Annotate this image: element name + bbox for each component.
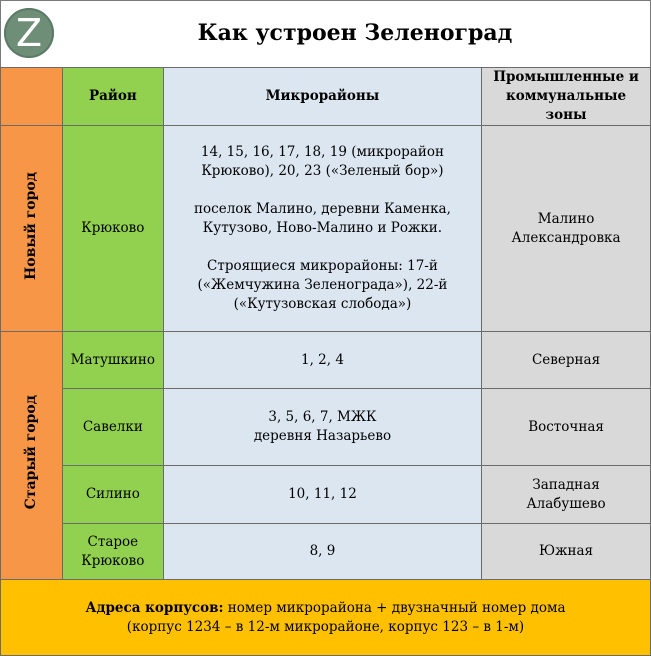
district-cell: Савелки <box>62 389 163 466</box>
table-row <box>1 389 651 466</box>
district-cell: Матушкино <box>62 332 163 389</box>
table-row <box>1 332 651 389</box>
zones-cell: Восточная <box>482 389 651 466</box>
page-title: Как устроен Зеленоград <box>197 20 513 46</box>
zone-line: Западная <box>532 476 600 493</box>
micro-line: деревня Назарьево <box>253 428 392 444</box>
microdistricts-cell <box>163 126 481 332</box>
group-old-city-label: Старый город <box>22 395 39 510</box>
table-row <box>1 466 651 524</box>
district-cell: Крюково <box>62 126 163 332</box>
header-district: Район <box>62 68 163 126</box>
footer-text: номер микрорайона + двузначный номер дома <box>223 599 566 616</box>
zone-line: Алабушево <box>526 495 606 512</box>
logo-letter: Z <box>15 11 43 55</box>
footer-row <box>1 580 651 656</box>
micro-line: 3, 5, 6, 7, МЖК <box>268 409 377 425</box>
districts-table <box>0 67 651 656</box>
microdistricts-cell <box>163 389 481 466</box>
micro-paragraph: Строящиеся микрорайоны: 17-й («Жемчужина Зеленограда»), 22-й («Кутузовская слобода») <box>197 258 448 312</box>
microdistricts-cell: 1, 2, 4 <box>163 332 481 389</box>
header-industrial-zones: Промышленные и коммунальные зоны <box>482 68 651 126</box>
header-corner <box>1 68 63 126</box>
group-new-city <box>1 126 63 332</box>
group-old-city <box>1 332 63 580</box>
header-row <box>1 68 651 126</box>
table-row <box>1 126 651 332</box>
district-cell: Силино <box>62 466 163 524</box>
micro-paragraph: поселок Малино, деревни Каменка, Кутузово, Ново-Малино и Рожки. <box>194 201 451 236</box>
zelenograd-logo <box>4 8 54 58</box>
footer-line <box>5 599 646 618</box>
header-microdistricts: Микрорайоны <box>163 68 481 126</box>
zones-cell: Северная <box>482 332 651 389</box>
footer-label: Адреса корпусов: <box>85 599 224 616</box>
district-cell: Старое Крюково <box>62 524 163 580</box>
zones-cell: Южная <box>482 524 651 580</box>
micro-paragraph: 14, 15, 16, 17, 18, 19 (микрорайон Крюково), 20, 23 («Зеленый бор») <box>200 144 444 179</box>
group-new-city-label: Новый город <box>22 171 39 280</box>
zones-cell <box>482 466 651 524</box>
zones-cell: Малино Александровка <box>482 126 651 332</box>
footer-example: (корпус 1234 – в 12-м микрорайоне, корпус 123 – в 1-м) <box>126 618 525 635</box>
microdistricts-cell: 8, 9 <box>163 524 481 580</box>
microdistricts-cell: 10, 11, 12 <box>163 466 481 524</box>
footer-note <box>1 580 651 656</box>
table-row <box>1 524 651 580</box>
